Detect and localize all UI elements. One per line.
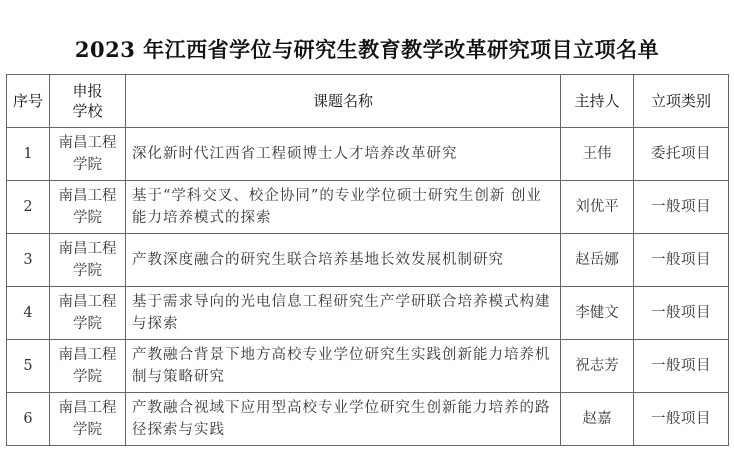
table-row xyxy=(7,234,729,287)
table-row xyxy=(7,287,729,340)
header-topic: 课题名称 xyxy=(126,75,561,128)
row-host: 李健文 xyxy=(561,287,634,340)
table-row xyxy=(7,128,729,181)
row-host: 祝志芳 xyxy=(561,340,634,393)
row-host: 刘优平 xyxy=(561,181,634,234)
row-host: 赵岳娜 xyxy=(561,234,634,287)
row-type: 一般项目 xyxy=(634,181,729,234)
row-type: 一般项目 xyxy=(634,340,729,393)
row-number: 2 xyxy=(7,181,50,234)
row-type: 一般项目 xyxy=(634,393,729,446)
table-row xyxy=(7,340,729,393)
header-school: 申报学校 xyxy=(50,75,126,128)
row-type: 一般项目 xyxy=(634,287,729,340)
row-topic: 产教融合背景下地方高校专业学位研究生实践创新能力培养机制与策略研究 xyxy=(126,340,561,393)
project-table xyxy=(6,74,729,446)
document-title: 2023 年江西省学位与研究生教育教学改革研究项目立项名单 xyxy=(74,37,660,62)
table-row xyxy=(7,393,729,446)
table-row xyxy=(7,181,729,234)
row-type: 委托项目 xyxy=(634,128,729,181)
header-no: 序号 xyxy=(7,75,50,128)
row-host: 王伟 xyxy=(561,128,634,181)
row-school: 南昌工程学院 xyxy=(50,181,126,234)
row-school: 南昌工程学院 xyxy=(50,287,126,340)
row-host: 赵嘉 xyxy=(561,393,634,446)
row-topic: 深化新时代江西省工程硕博士人才培养改革研究 xyxy=(126,128,561,181)
row-type: 一般项目 xyxy=(634,234,729,287)
row-school: 南昌工程学院 xyxy=(50,234,126,287)
row-number: 1 xyxy=(7,128,50,181)
header-host: 主持人 xyxy=(561,75,634,128)
table-header-row xyxy=(7,75,729,128)
row-number: 6 xyxy=(7,393,50,446)
row-number: 4 xyxy=(7,287,50,340)
row-school: 南昌工程学院 xyxy=(50,340,126,393)
row-topic: 基于需求导向的光电信息工程研究生产学研联合培养模式构建与探索 xyxy=(126,287,561,340)
row-school: 南昌工程学院 xyxy=(50,393,126,446)
header-type: 立项类别 xyxy=(634,75,729,128)
row-topic: 基于“学科交叉、校企协同”的专业学位硕士研究生创新 创业能力培养模式的探索 xyxy=(126,181,561,234)
row-topic: 产教融合视域下应用型高校专业学位研究生创新能力培养的路径探索与实践 xyxy=(126,393,561,446)
row-number: 3 xyxy=(7,234,50,287)
row-number: 5 xyxy=(7,340,50,393)
row-school: 南昌工程学院 xyxy=(50,128,126,181)
row-topic: 产教深度融合的研究生联合培养基地长效发展机制研究 xyxy=(126,234,561,287)
